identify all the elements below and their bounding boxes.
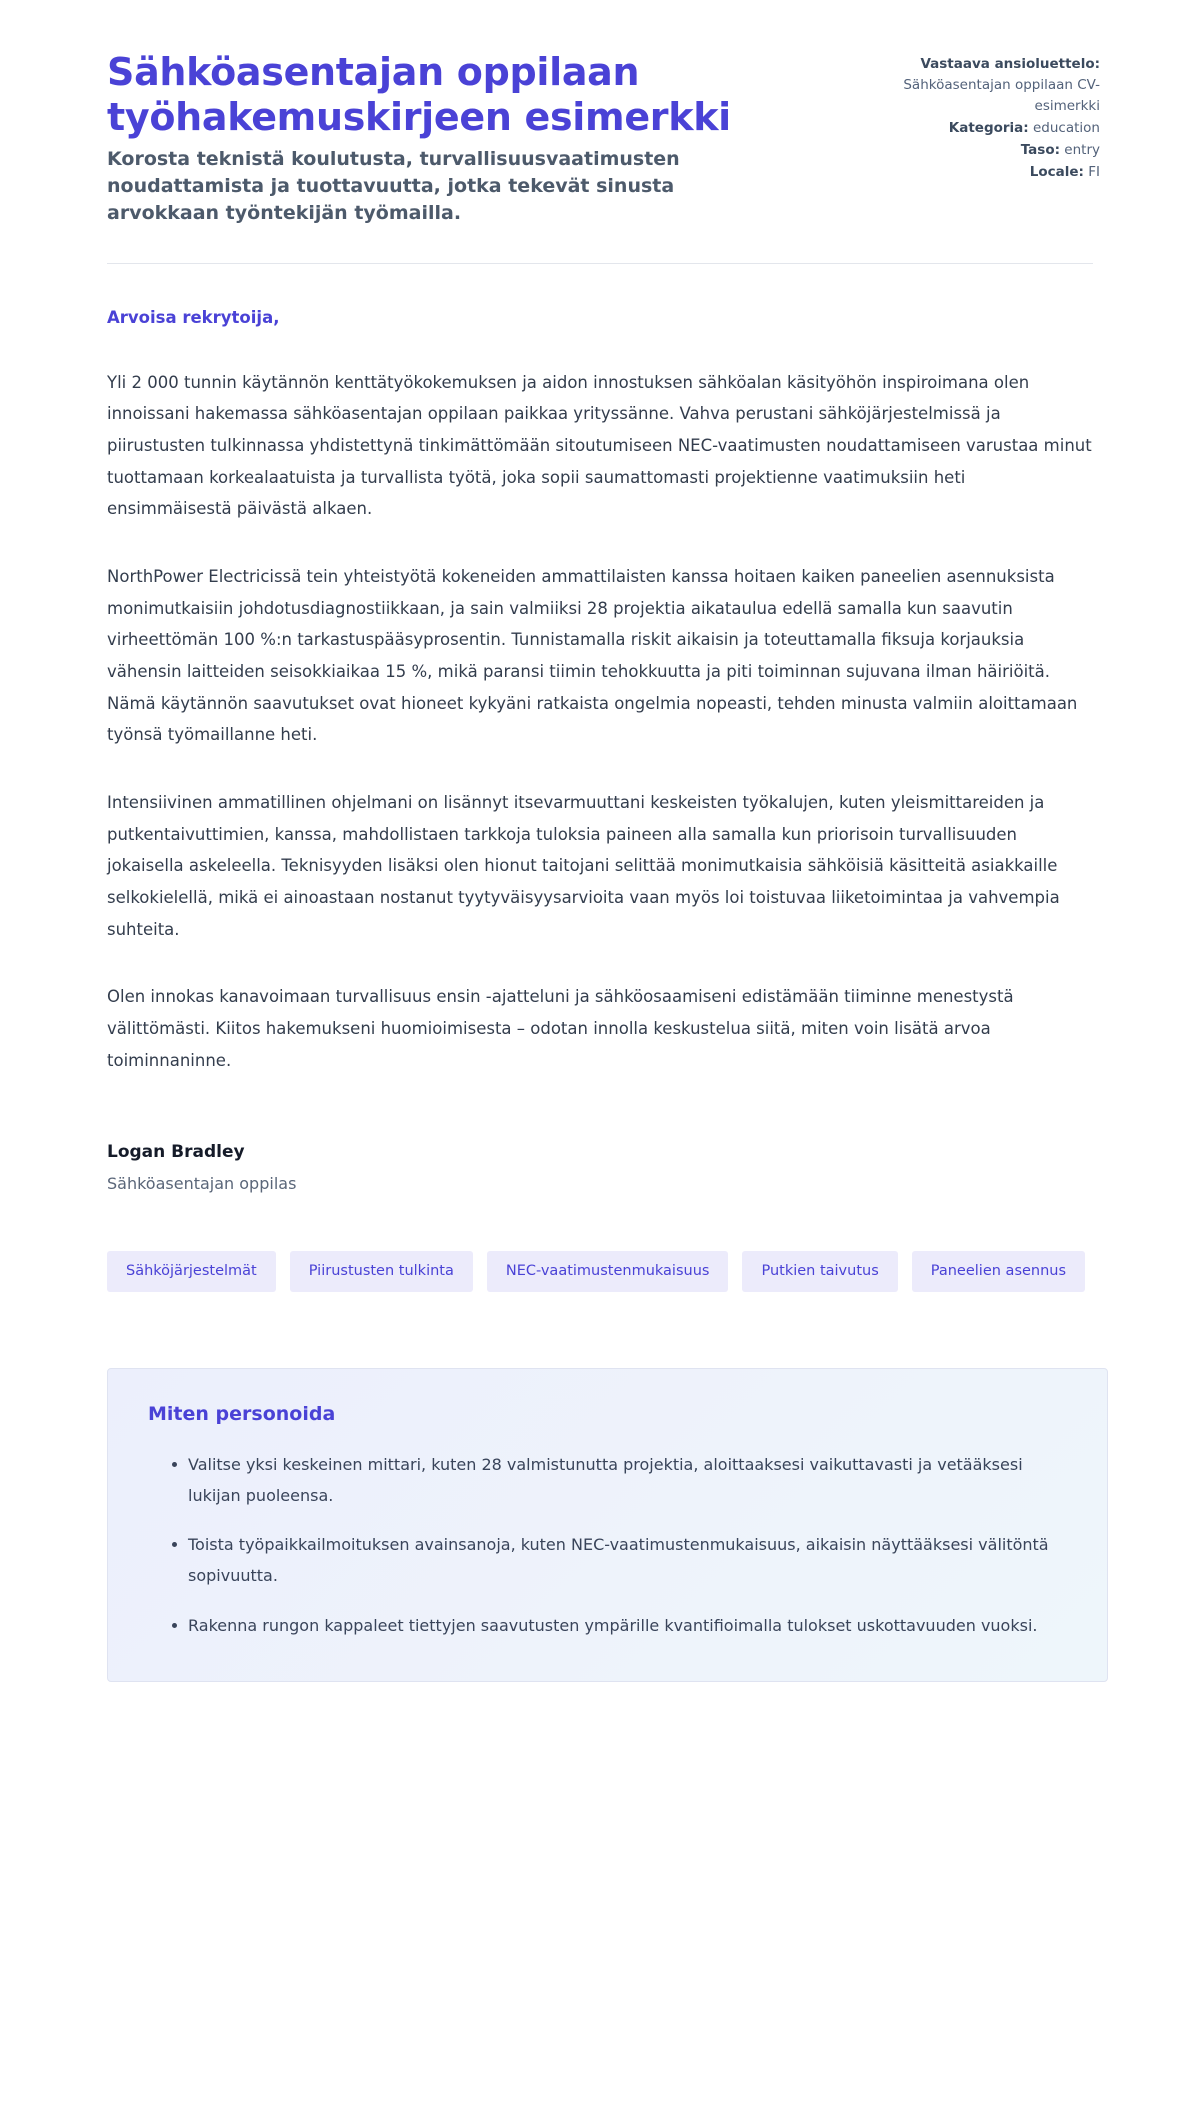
skill-tag[interactable]: Putkien taivutus [742, 1251, 897, 1292]
page-title: Sähköasentajan oppilaan työhakemuskirjeen esimerkki [107, 50, 731, 139]
meta-related-resume-label: Vastaava ansioluettelo: [920, 56, 1100, 72]
personalization-callout [107, 1368, 1108, 1682]
letter-body [0, 264, 1200, 1077]
meta-locale [900, 162, 1100, 183]
meta-related-resume-value: Sähköasentajan oppilaan CV-esimerkki [903, 76, 1100, 114]
header-text-block [107, 50, 747, 227]
meta-related-resume [900, 54, 1100, 117]
letter-signature [0, 1076, 1200, 1193]
skill-tag-list [0, 1193, 1200, 1292]
callout-tip-list [148, 1449, 1067, 1641]
meta-category-label: Kategoria: [948, 119, 1029, 136]
letter-paragraph: Olen innokas kanavoimaan turvallisuus ensin -ajatteluni ja sähköosaamiseni edistämään tiiminne menestystä välittömästi. Kiitos hakemukseni huomioimisesta – odotan innolla keskustelua siitä, miten voin lisätä arvoa toiminnaninne. [107, 987, 1014, 1070]
callout-title: Miten personoida [148, 1402, 336, 1425]
skill-tag[interactable]: NEC-vaatimustenmukaisuus [487, 1251, 729, 1292]
meta-category [900, 118, 1100, 139]
skill-tag[interactable]: Sähköjärjestelmät [107, 1251, 276, 1292]
letter-paragraph: Yli 2 000 tunnin käytännön kenttätyökokemuksen ja aidon innostuksen sähköalan käsityöhön inspiroimana olen innoissani hakemassa sähköasentajan oppilaan paikkaa yrityssänne. Vahva perustani sähköjärjestelmissä ja piirustusten tulkinnassa yhdistettynä tinkimättömään sitoutumiseen NEC-vaatimusten noudattamiseen varustaa minut tuottamaan korkealaatuista ja turvallista työtä, joka sopii saumattomasti projektienne vaatimuksiin heti ensimmäisestä päivästä alkaen. [107, 372, 1092, 519]
letter-salutation: Arvoisa rekrytoija, [107, 307, 280, 327]
meta-level-label: Taso: [1020, 141, 1060, 158]
skill-tag[interactable]: Paneelien asennus [912, 1251, 1085, 1292]
document-header [0, 0, 1200, 227]
signature-name: Logan Bradley [107, 1142, 245, 1163]
letter-paragraph: NorthPower Electricissä tein yhteistyötä kokeneiden ammattilaisten kanssa hoitaen kaiken paneelien asennuksista monimutkaisiin johdotusdiagnostiikkaan, ja sain valmiiksi 28 projektia aikataulua edellä samalla kun saavutin virheettömän 100 %:n tarkastuspääsyprosentin. Tunnistamalla riskit aikaisin ja toteuttamalla fiksuja korjauksia vähensin laitteiden seisokkiaikaa 15 %, mikä paransi tiimin tehokkuutta ja piti toiminnan sujuvana ilman häiriöitä. Nämä käytännön saavutukset ovat hioneet kykyäni ratkaista ongelmia nopeasti, tehden minusta valmiin aloittamaan työnsä työmaillanne heti. [107, 566, 1078, 745]
callout-tip-item: Rakenna rungon kappaleet tiettyjen saavutusten ympärille kvantifioimalla tulokset uskottavuuden vuoksi. [172, 1610, 1067, 1641]
letter-paragraph: Intensiivinen ammatillinen ohjelmani on lisännyt itsevarmuuttani keskeisten työkalujen, kuten yleismittareiden ja putkentaivuttimien, kanssa, mahdollistaen tarkkoja tuloksia paineen alla samalla kun priorisoin turvallisuuden jokaisella askeleella. Teknisyyden lisäksi olen hionut taitojani selittää monimutkaisia sähköisiä käsitteitä asiakkaille selkokielellä, mikä ei ainoastaan nostanut tyytyväisyysarvioita vaan myös loi toistuvaa liiketoimintaa ja vahvempia suhteita. [107, 792, 1060, 939]
page-subtitle: Korosta teknistä koulutusta, turvallisuusvaatimusten noudattamista ja tuottavuutta, jotka tekevät sinusta arvokkaan työntekijän työmailla. [107, 147, 680, 224]
meta-locale-value: FI [1088, 163, 1100, 180]
meta-level-value: entry [1064, 141, 1100, 158]
callout-tip-item: Valitse yksi keskeinen mittari, kuten 28 valmistunutta projektia, aloittaaksesi vaikuttavasti ja vetääksesi lukijan puoleensa. [172, 1449, 1067, 1511]
meta-level [900, 140, 1100, 161]
signature-role: Sähköasentajan oppilas [107, 1174, 297, 1194]
meta-category-value: education [1033, 119, 1100, 136]
document-metadata [900, 50, 1100, 184]
page-bottom-spacer [0, 1682, 1200, 1792]
skill-tag[interactable]: Piirustusten tulkinta [290, 1251, 473, 1292]
callout-tip-item: Toista työpaikkailmoituksen avainsanoja, kuten NEC-vaatimustenmukaisuus, aikaisin näyttääksesi välitöntä sopivuutta. [172, 1529, 1067, 1591]
meta-locale-label: Locale: [1029, 163, 1084, 180]
